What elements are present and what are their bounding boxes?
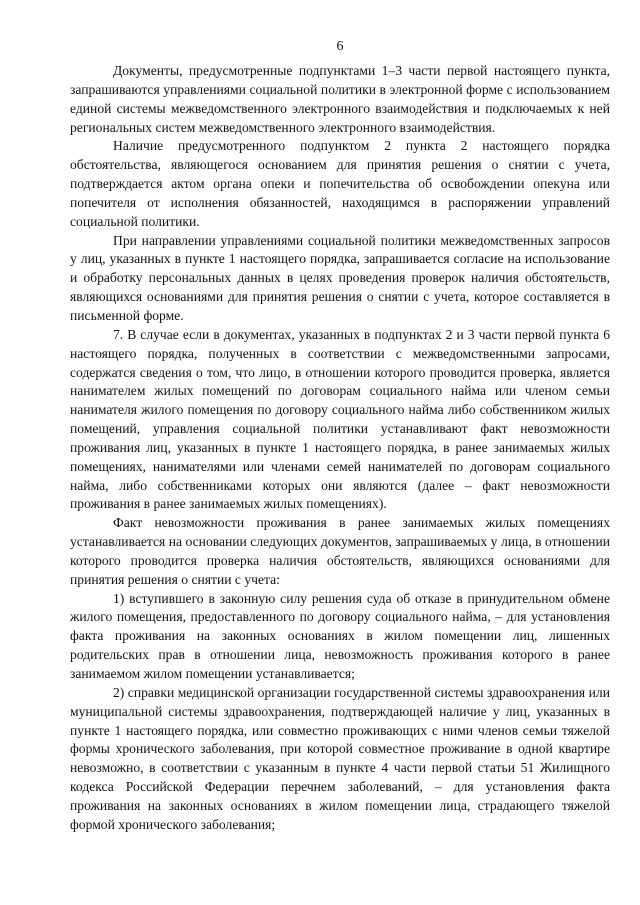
- paragraph-item-7: 7. В случае если в документах, указанных в подпунктах 2 и 3 части первой пункта 6 настоящего порядка, полученных в соответствии с межведомственными запросами, содержатся сведения о том, что лицо, в отношении которого проводится проверка, является нанимателем жилых помещений по договорам социального найма или членом семьи нанимателя жилого помещения по договору социального найма либо собственником жилых помещений, управления социальной политики устанавливают факт невозможности проживания лиц, указанных в пункте 1 настоящего порядка, в ранее занимаемых жилых помещениях, нанимателями или членами семей нанимателей по договорам социального найма, либо собственниками которых они являются (далее – факт невозможности проживания в ранее занимаемых жилых помещениях).: [70, 326, 610, 512]
- paragraph-impossibility-fact: Факт невозможности проживания в ранее занимаемых жилых помещениях устанавливается на основании следующих документов, запрашиваемых у лица, в отношении которого проводится проверка наличия обстоятельств, являющихся основаниями для принятия решения о снятии с учета:: [70, 515, 610, 587]
- page-number: 6: [336, 39, 344, 54]
- paragraph-documents-request: Документы, предусмотренные подпунктами 1–3 части первой настоящего пункта, запрашиваются управлениями социальной политики в электронной форме с использованием единой системы межведомственного электронного взаимодействия и подключаемых к ней региональных систем межведомственного электронного взаимодействия.: [70, 63, 610, 135]
- document-body: [70, 62, 610, 835]
- paragraph-personal-data-consent: При направлении управлениями социальной политики межведомственных запросов у лиц, указанных в пункте 1 настоящего порядка, запрашивается согласие на использование и обработку персональных данных в целях проведения проверок наличия обстоятельств, являющихся основаниями для принятия решения о снятии с учета, которое составляется в письменной форме.: [70, 232, 610, 323]
- list-item-1-court-decision: 1) вступившего в законную силу решения суда об отказе в принудительном обмене жилого помещения, предоставленного по договору социального найма, – для установления факта проживания на законных основаниях в жилом помещении лиц, лишенных родительских прав в отношении лица, невозможность проживания которого в ранее занимаемом жилом помещении устанавливается;: [70, 590, 610, 681]
- list-item-2-medical-certificate: 2) справки медицинской организации государственной системы здравоохранения или муниципальной системы здравоохранения, подтверждающей наличие у лиц, указанных в пункте 1 настоящего порядка, или совместно проживающих с ними членов семьи тяжелой формы хронического заболевания, при которой совместное проживание в одной квартире невозможно, в соответствии с указанным в пункте 4 части первой статьи 51 Жилищного кодекса Российской Федерации перечнем заболеваний, – для установления факта проживания на законных основаниях в жилом помещении лица, страдающего тяжелой формой хронического заболевания;: [70, 684, 610, 832]
- document-page: [70, 0, 610, 905]
- paragraph-guardianship-act: Наличие предусмотренного подпунктом 2 пункта 2 настоящего порядка обстоятельства, являющегося основанием для принятия решения о снятии с учета, подтверждается актом органа опеки и попечительства об освобождении опекуна или попечителя от исполнения обязанностей, находящимся в распоряжении управлений социальной политики.: [70, 138, 610, 229]
